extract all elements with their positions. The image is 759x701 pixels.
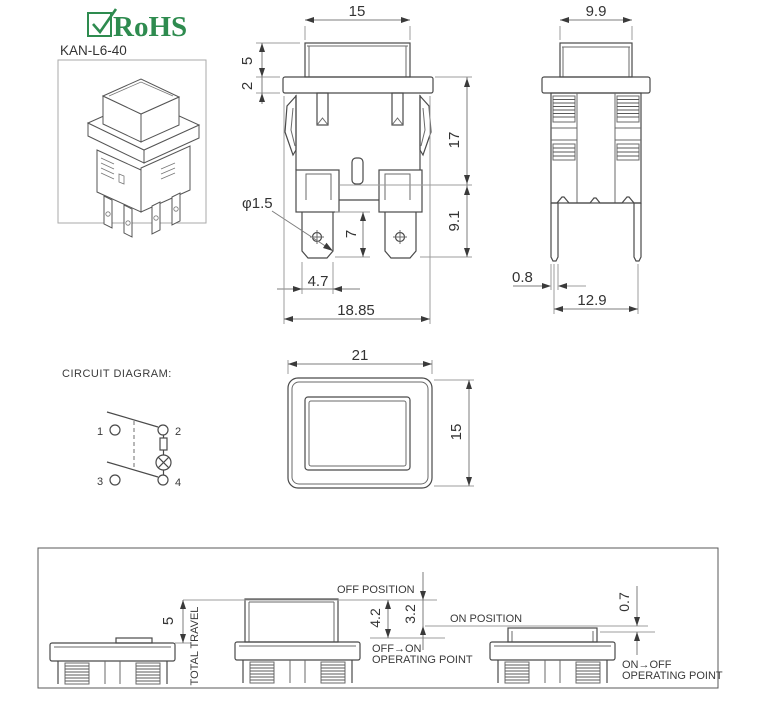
front-flange xyxy=(283,77,433,93)
front-snap-wings xyxy=(285,96,431,155)
dim-off-to-on-point xyxy=(367,600,391,638)
circuit-resistor xyxy=(160,438,167,450)
side-flange xyxy=(542,77,650,93)
dim-on-to-off-point xyxy=(616,586,640,655)
dim-top-height xyxy=(434,380,474,486)
circuit-pin-1-label: 1 xyxy=(96,426,104,438)
svg-text:7: 7 xyxy=(343,229,360,239)
circuit-pin-3-label: 3 xyxy=(96,476,104,488)
dim-front-button-height xyxy=(239,43,300,104)
circuit-pin-2-label: 2 xyxy=(174,426,182,438)
svg-text:4.2: 4.2 xyxy=(367,608,383,628)
off-position-label: OFF POSITION xyxy=(337,584,415,596)
svg-text:2: 2 xyxy=(239,81,256,91)
svg-text:9.9: 9.9 xyxy=(585,3,607,20)
total-travel-label: TOTAL TRAVEL xyxy=(189,606,201,686)
dim-front-hole-diameter xyxy=(242,195,333,251)
front-view xyxy=(239,3,472,324)
dim-side-pin-thickness xyxy=(512,264,586,290)
off-on-point-label-line2: OPERATING POINT xyxy=(372,654,473,666)
on-off-point-label-line1: ON→OFF xyxy=(622,659,672,671)
top-button-outline xyxy=(305,397,410,470)
svg-text:3.2: 3.2 xyxy=(402,604,418,624)
front-center-slot xyxy=(352,158,363,184)
dim-side-pin-span xyxy=(554,264,638,314)
dim-front-terminal-length xyxy=(335,212,370,257)
on-off-point-label-line2: OPERATING POINT xyxy=(622,670,723,682)
svg-text:0.7: 0.7 xyxy=(616,592,632,612)
svg-text:0.8: 0.8 xyxy=(512,269,533,286)
svg-text:15: 15 xyxy=(348,3,366,20)
circuit-pin-4-label: 4 xyxy=(174,477,182,489)
circuit-pin-4 xyxy=(158,475,168,485)
isometric-view xyxy=(58,60,206,237)
svg-text:18.85: 18.85 xyxy=(337,302,375,319)
circuit-pin-2 xyxy=(158,425,168,435)
model-number: KAN-L6-40 xyxy=(60,43,127,58)
svg-text:12.9: 12.9 xyxy=(577,292,607,309)
switch-off-position-view xyxy=(235,599,360,683)
side-view xyxy=(512,3,650,314)
front-guide-pins xyxy=(317,93,403,125)
front-button xyxy=(305,43,410,77)
side-button xyxy=(560,43,632,77)
top-view xyxy=(288,347,474,488)
svg-text:21: 21 xyxy=(351,347,369,364)
rohs-logo xyxy=(88,9,187,43)
dim-front-terminal-width xyxy=(277,262,360,294)
switch-pressed-view xyxy=(50,638,175,684)
svg-text:17: 17 xyxy=(446,131,463,149)
off-on-point-label-line1: OFF→ON xyxy=(372,643,422,655)
on-position-label: ON POSITION xyxy=(450,613,523,625)
travel-diagram xyxy=(38,548,723,688)
dim-top-width xyxy=(288,347,432,374)
switch-on-position-view xyxy=(490,628,615,683)
svg-text:φ1.5: φ1.5 xyxy=(242,195,273,212)
svg-text:5: 5 xyxy=(239,56,256,66)
svg-text:4.7: 4.7 xyxy=(307,273,329,290)
dim-front-overall-width xyxy=(284,96,430,324)
dim-side-button-depth xyxy=(560,3,632,40)
circuit-pin-3 xyxy=(110,475,120,485)
rohs-label: RoHS xyxy=(113,11,188,43)
svg-text:5: 5 xyxy=(160,616,177,626)
side-pins xyxy=(551,203,641,261)
svg-text:9.1: 9.1 xyxy=(446,210,463,232)
circuit-pin-1 xyxy=(110,425,120,435)
dim-front-button-width xyxy=(305,3,410,40)
svg-text:15: 15 xyxy=(448,423,465,441)
circuit-title: CIRCUIT DIAGRAM: xyxy=(62,368,172,380)
side-body xyxy=(551,93,641,203)
circuit-diagram xyxy=(62,368,181,489)
